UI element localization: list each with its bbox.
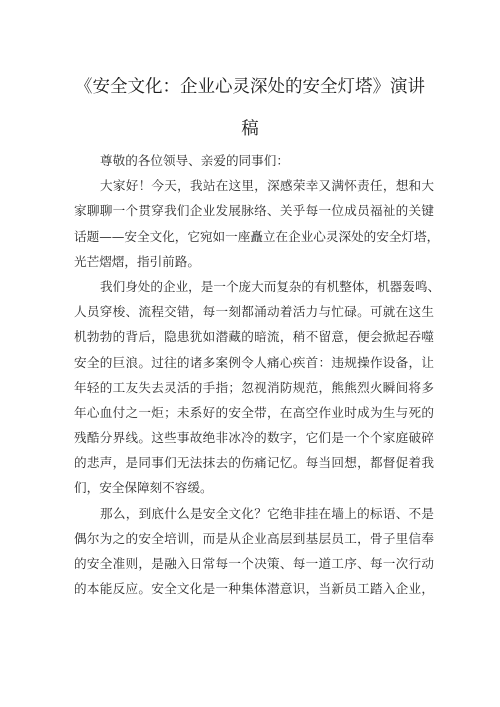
paragraph-2-line-3: 机勃勃的背后，隐患犹如潜藏的暗流，稍不留意，便会掀起吞噬 (74, 329, 434, 345)
paragraph-3-line-1: 那么，到底什么是安全文化？它绝非挂在墙上的标语、不是 (100, 505, 434, 521)
paragraph-2-line-5: 年轻的工友失去灵活的手指；忽视消防规范，熊熊烈火瞬间将多 (74, 379, 434, 395)
paragraph-2-line-2: 人员穿梭、流程交错，每一刻都涌动着活力与忙碌。可就在这生 (74, 304, 434, 320)
paragraph-1-line-1: 大家好！今天，我站在这里，深感荣幸又满怀责任，想和大 (100, 178, 434, 194)
paragraph-1-line-3: 话题——安全文化，它宛如一座矗立在企业心灵深处的安全灯塔， (74, 228, 440, 244)
paragraph-2-line-8: 的悲声，是同事们无法抹去的伤痛记忆。每当回想，都督促着我 (74, 455, 434, 471)
paragraph-2-line-6: 年心血付之一炬；未系好的安全带，在高空作业时成为生与死的 (74, 404, 434, 420)
paragraph-2-line-9: 们，安全保障刻不容缓。 (74, 480, 213, 496)
paragraph-1-line-2: 家聊聊一个贯穿我们企业发展脉络、关乎每一位成员福祉的关键 (74, 203, 434, 219)
paragraph-3-line-3: 的安全准则，是融入日常每一个决策、每一道工序、每一次行动 (74, 556, 434, 571)
paragraph-3-line-4: 的本能反应。安全文化是一种集体潜意识，当新员工踏入企业， (74, 581, 434, 597)
paragraph-2-line-7: 残酷分界线。这些事故绝非冰冷的数字，它们是一个个家庭破碎 (74, 430, 434, 446)
document-title-line-1: 《安全文化：企业心灵深处的安全灯塔》演讲 (75, 77, 425, 97)
document-body (74, 173, 441, 601)
greeting: 尊敬的各位领导、亲爱的同事们： (100, 153, 289, 168)
paragraph-1-line-4: 光芒熠熠，指引前路。 (74, 253, 200, 269)
paragraph-3-line-2: 偶尔为之的安全培训，而是从企业高层到基层员工，骨子里信奉 (74, 530, 434, 546)
paragraph-2-line-1: 我们身处的企业，是一个庞大而复杂的有机整体，机器轰鸣、 (100, 278, 441, 294)
document-title-line-2: 稿 (241, 119, 259, 139)
paragraph-2-line-4: 安全的巨浪。过往的诸多案例令人痛心疾首：违规操作设备，让 (74, 354, 434, 370)
